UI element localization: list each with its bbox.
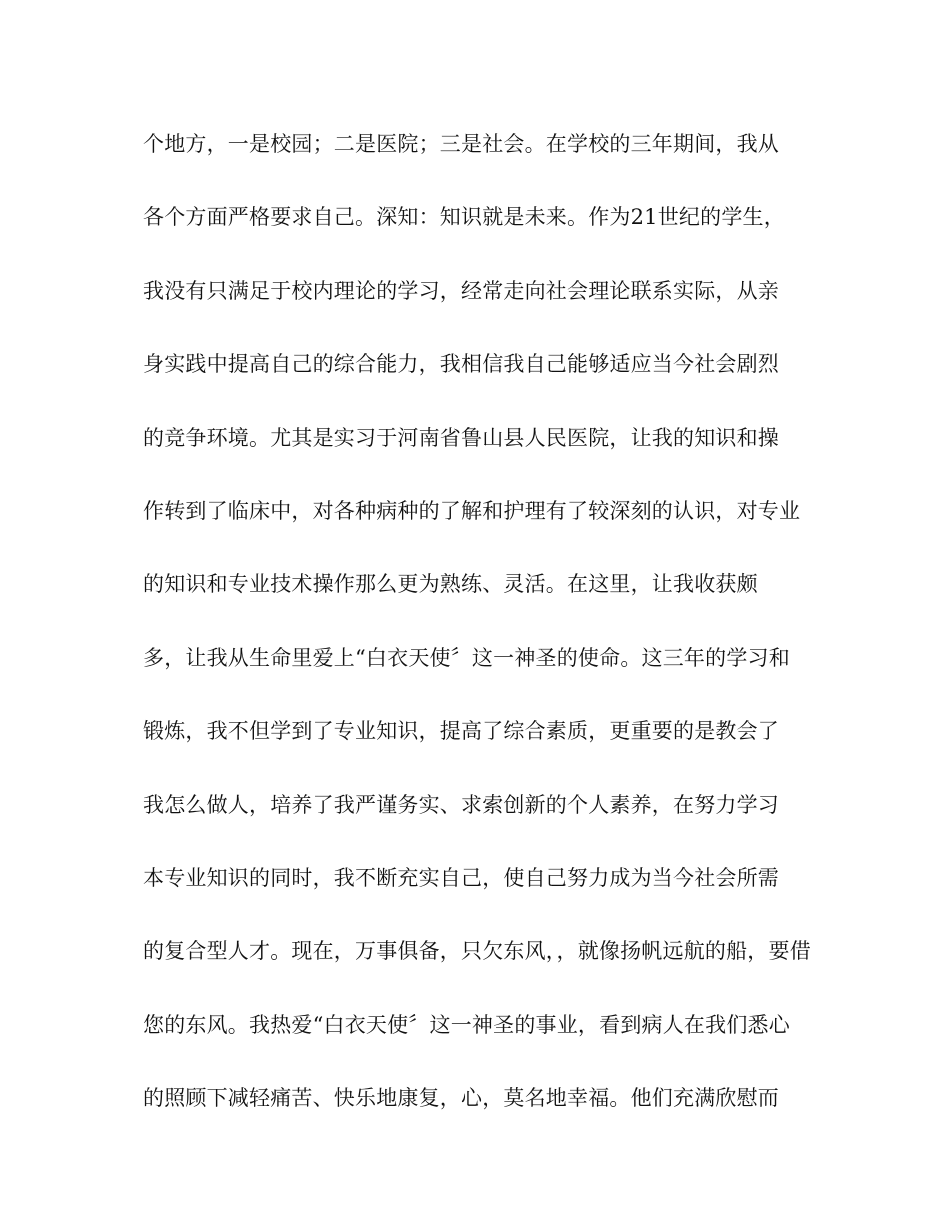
text-line-4: 身实践中提高自己的综合能力，我相信我自己能够适应当今社会剧烈	[143, 352, 779, 377]
text-line-1: 个地方，一是校园；二是医院；三是社会。在学校的三年期间，我从	[143, 132, 779, 156]
text-line-8: 多，让我从生命里爱上“白衣天使〞这一神圣的使命。这三年的学习和	[143, 645, 790, 670]
text-line-5: 的竞争环境。尤其是实习于河南省鲁山县人民医院，让我的知识和操	[143, 425, 779, 450]
body-text	[143, 123, 823, 1150]
text-line-2: 各个方面严格要求自己。深知：知识就是未来。作为21世纪的学生，	[143, 205, 785, 230]
text-line-10: 我怎么做人，培养了我严谨务实、求索创新的个人素养，在努力学习	[143, 792, 779, 817]
text-line-14: 的照顾下减轻痛苦、快乐地康复，心，莫名地幸福。他们充满欣慰而	[143, 1086, 779, 1111]
text-line-3: 我没有只满足于校内理论的学习，经常走向社会理论联系实际，从亲	[143, 278, 779, 303]
text-line-13: 您的东风。我热爱“白衣天使〞这一神圣的事业，看到病人在我们悉心	[143, 1012, 790, 1037]
text-line-7: 的知识和专业技术操作那么更为熟练、灵活。在这里，让我收获颇	[143, 572, 758, 597]
text-line-6: 作转到了临床中，对各种病种的了解和护理有了较深刻的认识，对专业	[143, 498, 801, 523]
text-line-12: 的复合型人才。现在，万事俱备，只欠东风，，就像扬帆远航的船，要借	[143, 939, 811, 964]
text-line-9: 锻炼，我不但学到了专业知识，提高了综合素质，更重要的是教会了	[143, 719, 779, 744]
text-line-11: 本专业知识的同时，我不断充实自己，使自己努力成为当今社会所需	[143, 865, 779, 890]
